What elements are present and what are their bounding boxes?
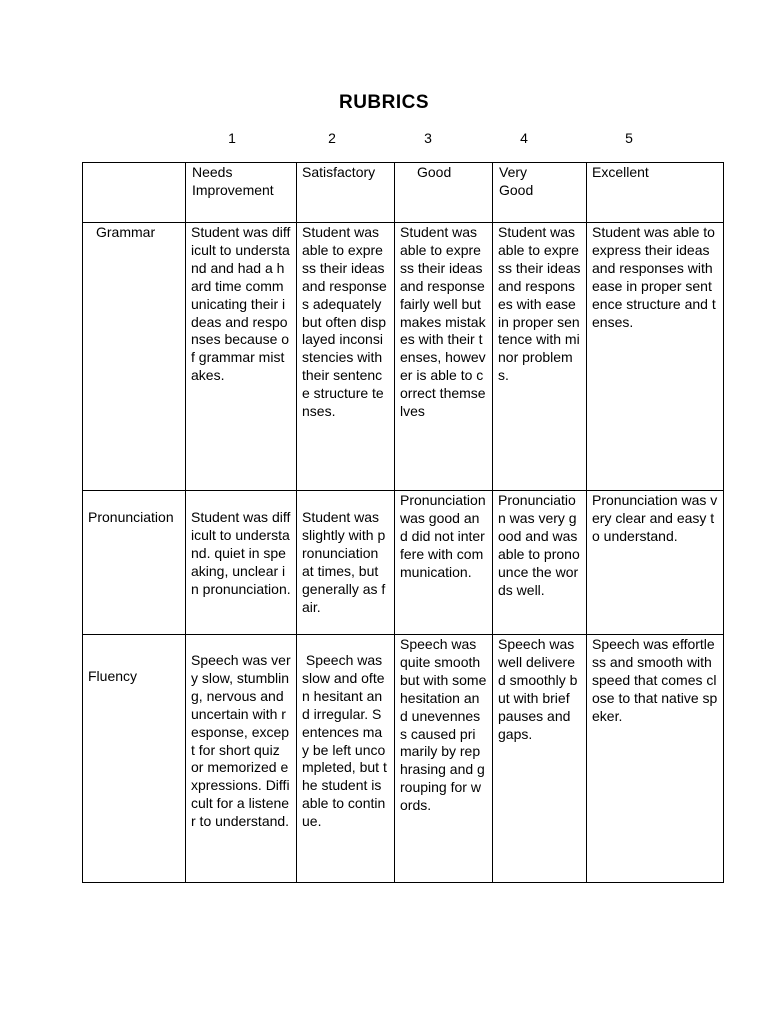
header-row xyxy=(83,163,724,223)
page-title: RUBRICS xyxy=(338,92,430,113)
descriptor-cell: Speech was quite smooth but with some hesitation and unevenness caused primarily by rephrasing and grouping for words. xyxy=(395,635,493,883)
header-satisfactory: Satisfactory xyxy=(297,163,395,223)
descriptor-cell: Student was able to express their ideas and responses with ease in proper sentence structure and tenses. xyxy=(587,223,724,491)
criterion-label: Grammar xyxy=(83,223,186,491)
scale-number-4: 4 xyxy=(520,130,528,146)
descriptor-cell: Student was difficult to understand. quiet in speaking, unclear in pronunciation. xyxy=(186,491,297,635)
descriptor-cell: Student was difficult to understand and had a hard time communicating their ideas and responses because of grammar mistakes. xyxy=(186,223,297,491)
header-excellent: Excellent xyxy=(587,163,724,223)
descriptor-cell: Student was able to express their ideas and response fairly well but makes mistakes with their tenses, however is able to correct themselves xyxy=(395,223,493,491)
descriptor-cell: Pronunciation was very clear and easy to understand. xyxy=(587,491,724,635)
descriptor-cell: Pronunciation was very good and was able to pronounce the words well. xyxy=(493,491,587,635)
descriptor-cell: Student was able to express their ideas and responses with ease in proper sentence with minor problems. xyxy=(493,223,587,491)
descriptor-cell: Speech was well delivered smoothly but with brief pauses and gaps. xyxy=(493,635,587,883)
scale-number-1: 1 xyxy=(228,130,236,146)
descriptor-cell: Speech was slow and often hesitant and irregular. Sentences may be left uncompleted, but the student is able to continue. xyxy=(297,635,395,883)
header-good: Good xyxy=(395,163,493,223)
criterion-row-grammar xyxy=(83,223,724,491)
header-corner-cell xyxy=(83,163,186,223)
criterion-label: Pronunciation xyxy=(83,491,186,635)
descriptor-cell: Speech was effortless and smooth with speed that comes close to that native speker. xyxy=(587,635,724,883)
header-needs-improvement: Needs Improvement xyxy=(186,163,297,223)
rubric-table xyxy=(82,162,724,883)
criterion-row-fluency xyxy=(83,635,724,883)
header-very-good: Very Good xyxy=(493,163,587,223)
criterion-label: Fluency xyxy=(83,635,186,883)
descriptor-cell: Pronunciation was good and did not interfere with communication. xyxy=(395,491,493,635)
descriptor-cell: Student was able to express their ideas and responses adequately but often displayed inconsistencies with their sentence structure tenses. xyxy=(297,223,395,491)
descriptor-cell: Speech was very slow, stumbling, nervous and uncertain with response, except for short quiz or memorized expressions. Difficult for a listener to understand. xyxy=(186,635,297,883)
scale-number-2: 2 xyxy=(328,130,336,146)
scale-number-3: 3 xyxy=(424,130,432,146)
descriptor-cell: Student was slightly with pronunciation at times, but generally as fair. xyxy=(297,491,395,635)
scale-number-5: 5 xyxy=(625,130,633,146)
criterion-row-pronunciation xyxy=(83,491,724,635)
